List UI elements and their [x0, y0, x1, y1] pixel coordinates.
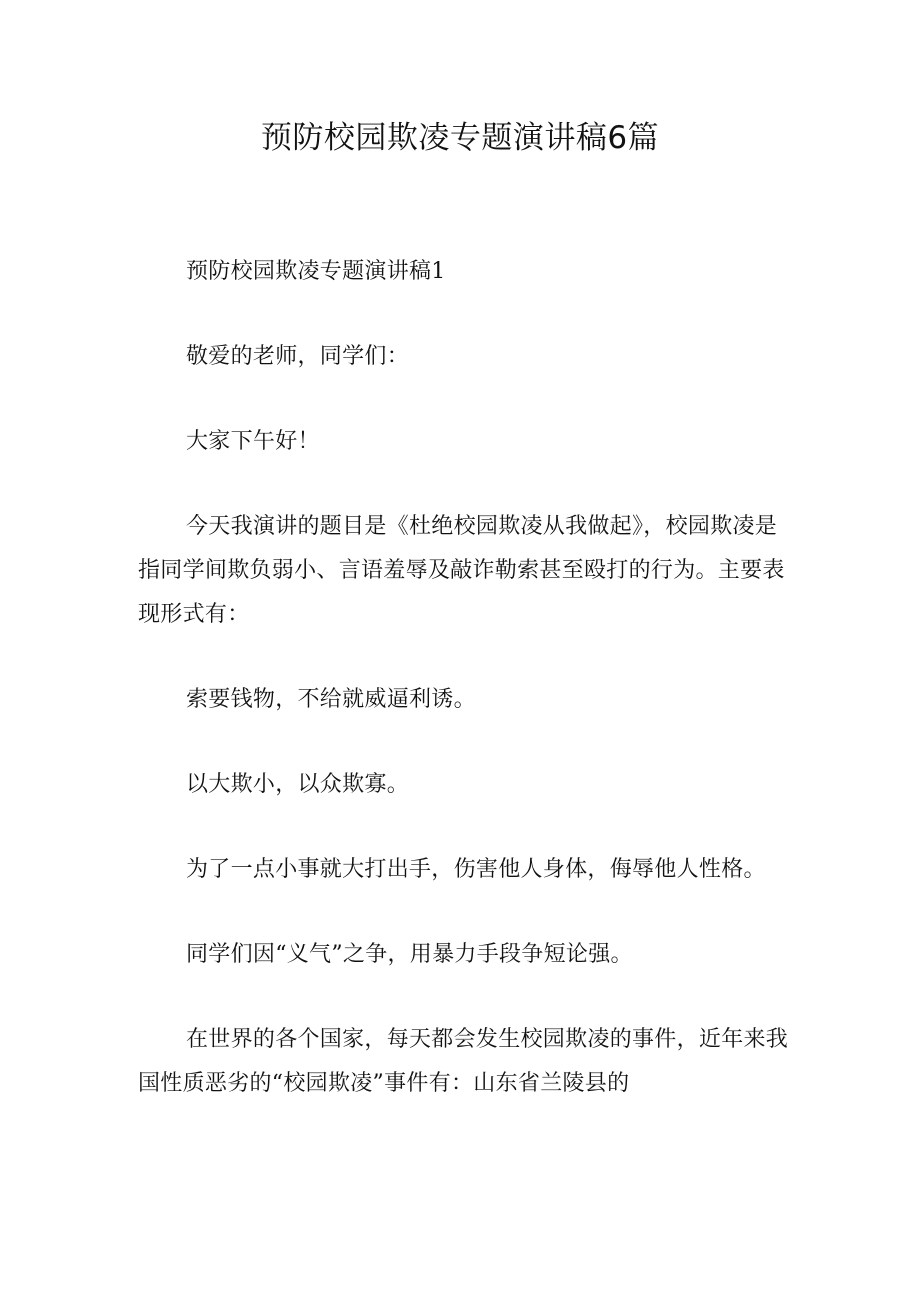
salutation: 敬爱的老师，同学们：: [186, 344, 410, 369]
greeting: 大家下午好！: [186, 429, 320, 454]
list-item: 以大欺小，以众欺寡。: [186, 772, 410, 797]
body-paragraph: 在世界的各个国家，每天都会发生校园欺凌的事件，近年来我国性质恶劣的“校园欺凌”事件有：山东省兰陵县的: [138, 1027, 789, 1096]
section-heading: 预防校园欺凌专题演讲稿1: [186, 259, 446, 284]
intro-paragraph: 今天我演讲的题目是《杜绝校园欺凌从我做起》，校园欺凌是指同学间欺负弱小、言语羞辱及敲诈勒索甚至殴打的行为。主要表现形式有：: [138, 514, 785, 627]
list-item: 索要钱物，不给就威逼利诱。: [186, 687, 476, 712]
document-title: 预防校园欺凌专题演讲稿6篇: [260, 120, 660, 156]
document-body: [138, 250, 798, 1147]
list-item: 同学们因“义气”之争，用暴力手段争短论强。: [186, 942, 633, 967]
list-item: 为了一点小事就大打出手，伤害他人身体，侮辱他人性格。: [186, 857, 766, 882]
